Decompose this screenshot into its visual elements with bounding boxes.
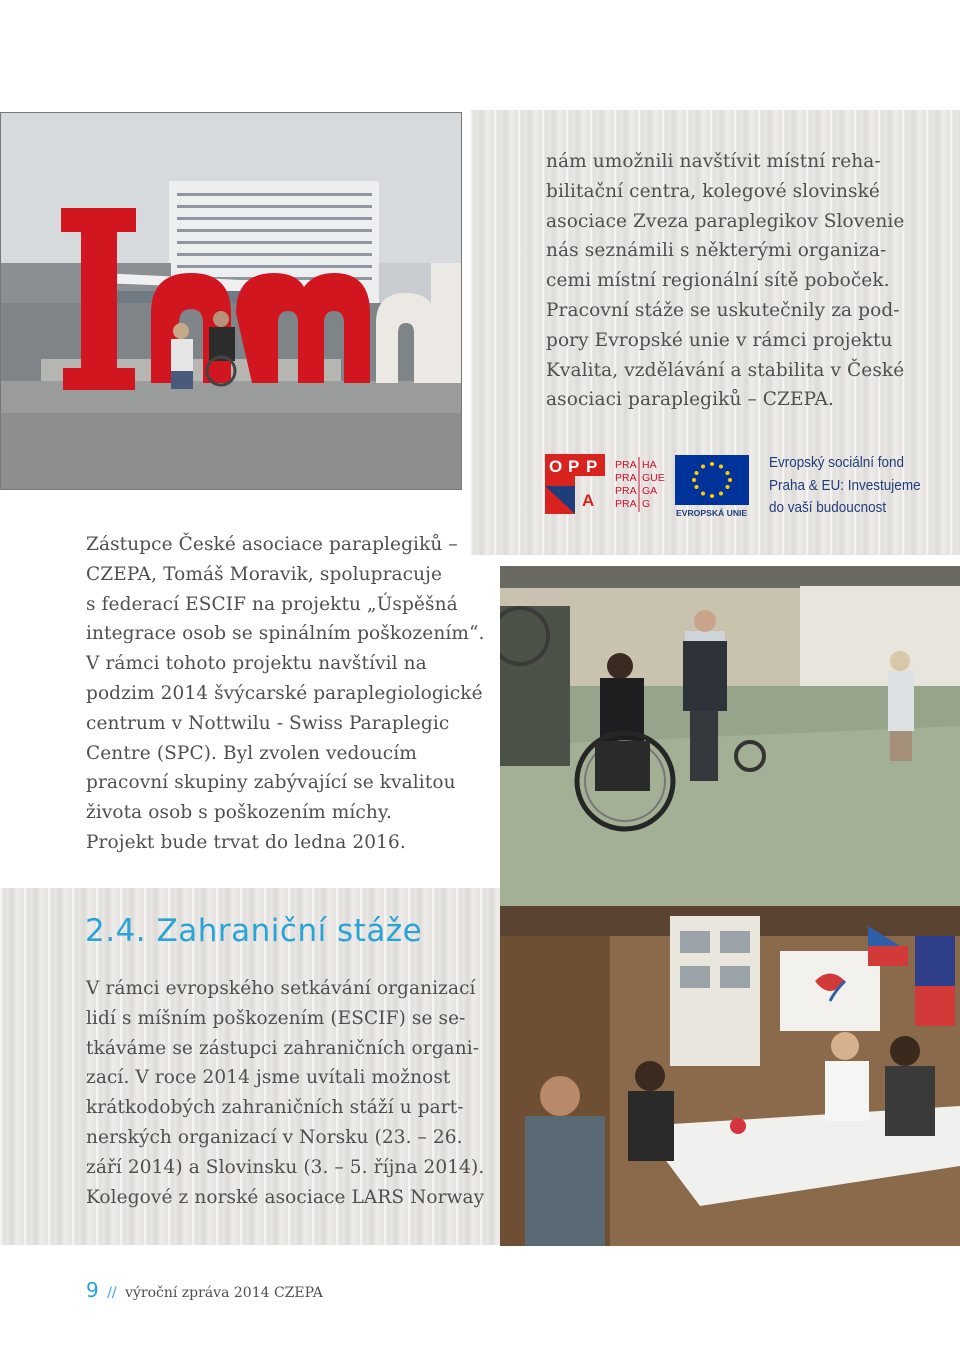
- text-line: CZEPA, Tomáš Moravik, spolupracuje: [86, 563, 443, 585]
- text-line: Pracovní stáže se uskutečnily za pod-: [546, 299, 900, 321]
- svg-text:GA: GA: [642, 485, 658, 497]
- text-line: zací. V roce 2014 jsme uvítali možnost: [86, 1067, 451, 1089]
- section-number: 2.4.: [85, 913, 147, 949]
- text-line: centrum v Nottwilu - Swiss Paraplegic: [86, 712, 450, 734]
- rehab-centre-photo: [500, 566, 960, 906]
- text-line: s federací ESCIF na projektu „Úspěšná: [86, 593, 458, 615]
- svg-text:PRA: PRA: [615, 472, 637, 484]
- section-paragraph: [86, 974, 484, 1212]
- svg-text:PRA: PRA: [615, 459, 637, 471]
- left-column-paragraph: [86, 530, 485, 858]
- section-title: Zahraniční stáže: [156, 913, 423, 949]
- esf-line: Praha & EU: Investujeme: [769, 476, 921, 494]
- text-line: integrace osob se spinálním poškozením“.: [86, 623, 485, 645]
- right-column-paragraph: [546, 147, 904, 415]
- esf-line: Evropský sociální fond: [769, 454, 905, 471]
- esf-line: do vaší budoucnost: [769, 499, 887, 516]
- text-line: nerských organizací v Norsku (23. – 26.: [86, 1126, 463, 1148]
- text-line: Zástupce České asociace paraplegiků –: [86, 534, 458, 555]
- text-line: pracovní skupiny zabývající se kvalitou: [86, 772, 456, 794]
- page-number: 9: [86, 1278, 99, 1302]
- text-line: asociace Zveza paraplegikov Slovenie: [546, 210, 905, 232]
- eu-flag-logo: [675, 455, 749, 518]
- svg-text:PRA: PRA: [615, 485, 637, 497]
- svg-text:A: A: [582, 491, 595, 510]
- praha-logo: [615, 457, 665, 512]
- text-line: Kvalita, vzdělávání a stabilita v České: [546, 359, 905, 381]
- text-line: Projekt bude trvat do ledna 2016.: [86, 831, 406, 853]
- text-line: krátkodobých zahraničních stáží u part-: [86, 1097, 464, 1119]
- svg-text:P: P: [586, 457, 598, 476]
- text-line: podzim 2014 švýcarské paraplegiologické: [86, 682, 483, 704]
- footer-text: výroční zpráva 2014 CZEPA: [125, 1285, 323, 1301]
- amsterdam-sign-photo: [0, 112, 462, 490]
- text-line: Centre (SPC). Byl zvolen vedoucím: [86, 742, 417, 764]
- svg-text:P: P: [568, 457, 580, 476]
- opp-praha-eu-logos: [545, 452, 765, 520]
- text-line: pory Evropské unie v rámci projektu: [546, 329, 893, 351]
- text-line: bilitační centra, kolegové slovinské: [546, 180, 880, 202]
- svg-text:O: O: [549, 457, 566, 476]
- svg-text:PRA: PRA: [615, 498, 637, 510]
- text-line: nás seznámili s některými organiza-: [546, 240, 887, 262]
- text-line: září 2014) a Slovinsku (3. – 5. října 2014).: [86, 1156, 485, 1178]
- svg-text:EVROPSKÁ UNIE: EVROPSKÁ UNIE: [676, 508, 748, 518]
- text-line: Kolegové z norské asociace LARS Norway: [86, 1186, 485, 1208]
- page-footer: [86, 1278, 323, 1302]
- text-line: V rámci evropského setkávání organizací: [86, 978, 476, 999]
- text-line: V rámci tohoto projektu navštívil na: [86, 653, 427, 675]
- text-line: cemi místní regionální sítě poboček.: [546, 270, 890, 292]
- svg-text:HA: HA: [642, 459, 657, 471]
- meeting-photo: [500, 906, 960, 1246]
- text-line: nám umožnili navštívit místní reha-: [546, 151, 881, 172]
- text-line: tkáváme se zástupci zahraničních organi-: [86, 1037, 480, 1059]
- text-line: lidí s míšním poškozením (ESCIF) se se-: [86, 1007, 466, 1029]
- section-heading: [85, 913, 422, 949]
- opp-a-logo: [545, 454, 605, 514]
- esf-caption: [769, 452, 921, 520]
- svg-text:G: G: [642, 498, 651, 510]
- text-line: života osob s poškozením míchy.: [86, 802, 392, 824]
- svg-text:GUE: GUE: [642, 472, 665, 484]
- text-line: asociaci paraplegiků – CZEPA.: [546, 389, 834, 411]
- footer-separator: //: [107, 1285, 117, 1301]
